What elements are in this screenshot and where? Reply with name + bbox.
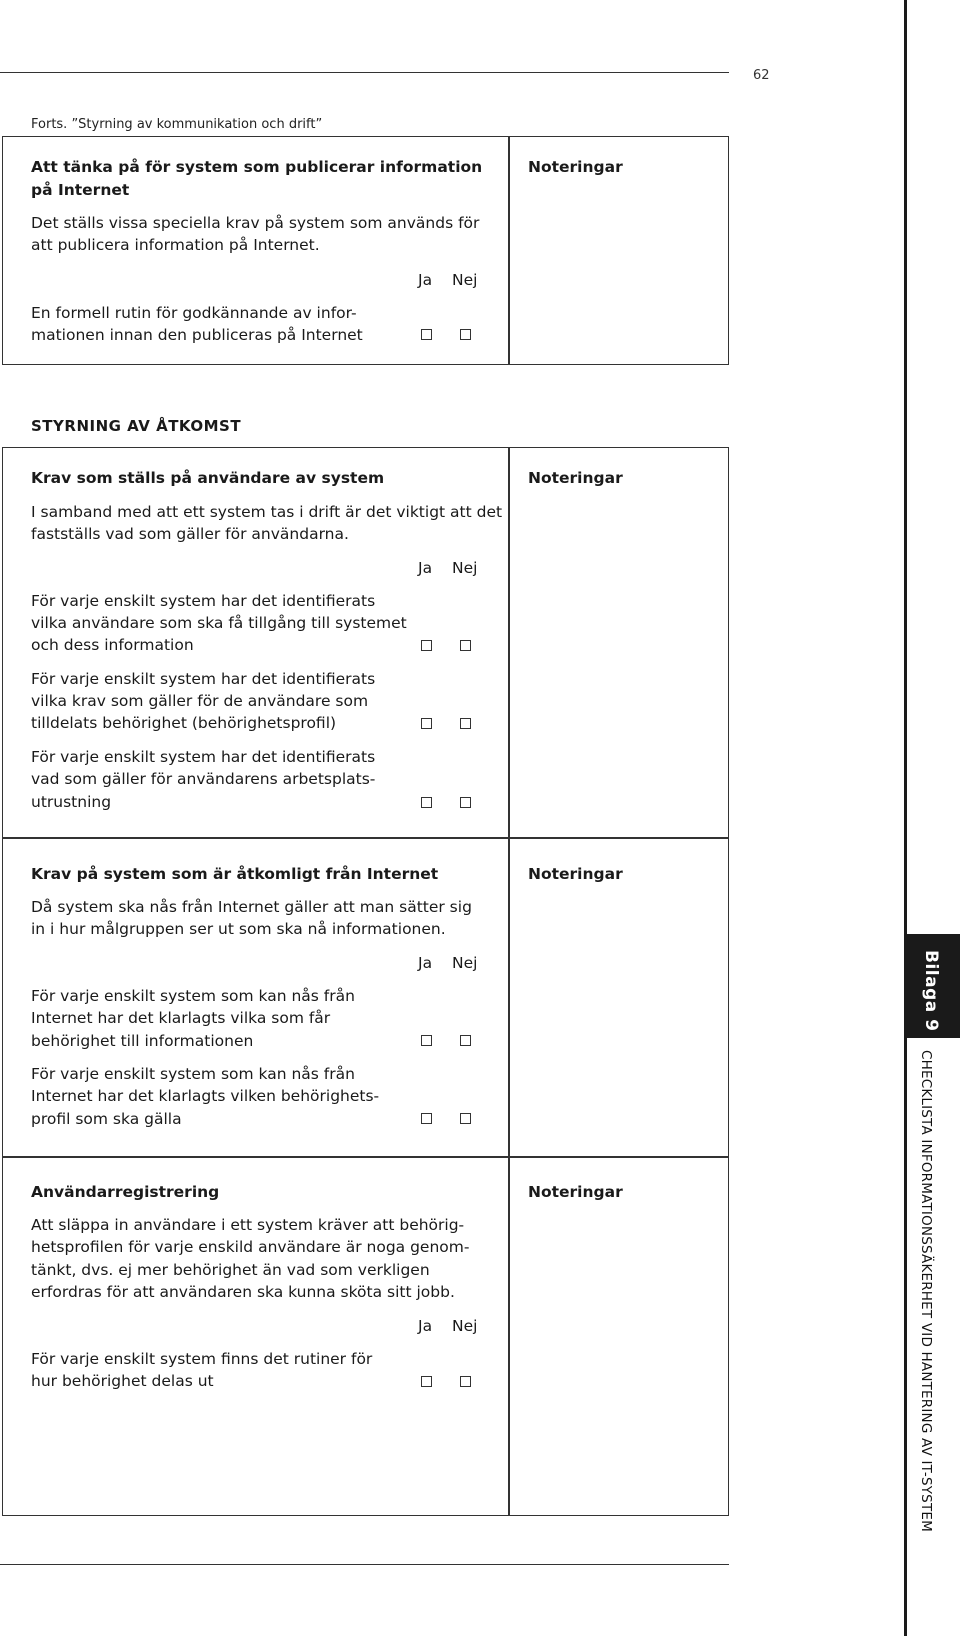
question-text: mationen innan den publiceras på Internet bbox=[31, 326, 363, 344]
box-divider bbox=[508, 1156, 510, 1516]
ja-checkbox[interactable] bbox=[421, 718, 432, 729]
top-rule bbox=[0, 72, 729, 73]
ja-header: Ja bbox=[418, 1317, 433, 1335]
intro-text: Att släppa in användare i ett system kräver att behörig- bbox=[31, 1216, 465, 1234]
box-heading: Att tänka på för system som publicerar information bbox=[31, 158, 483, 176]
question-text: För varje enskilt system har det identifierats bbox=[31, 592, 376, 610]
question-text: tilldelats behörighet (behörighetsprofil) bbox=[31, 714, 337, 732]
question-text: För varje enskilt system som kan nås från bbox=[31, 987, 355, 1005]
question-text: vilka krav som gäller för de användare som bbox=[31, 692, 369, 710]
nej-checkbox[interactable] bbox=[460, 640, 471, 651]
notes-heading: Noteringar bbox=[528, 158, 623, 176]
nej-header: Nej bbox=[452, 271, 478, 289]
ja-checkbox[interactable] bbox=[421, 1113, 432, 1124]
right-margin-bar bbox=[904, 0, 907, 1636]
nej-header: Nej bbox=[452, 954, 478, 972]
intro-text: fastställs vad som gäller för användarna. bbox=[31, 525, 349, 543]
intro-text: hetsprofilen för varje enskild användare är noga genom- bbox=[31, 1238, 470, 1256]
question-text: och dess information bbox=[31, 636, 194, 654]
nej-checkbox[interactable] bbox=[460, 1113, 471, 1124]
question-text: profil som ska gälla bbox=[31, 1110, 182, 1128]
box-heading: Krav på system som är åtkomligt från Internet bbox=[31, 865, 439, 883]
ja-checkbox[interactable] bbox=[421, 797, 432, 808]
section-title: STYRNING AV ÅTKOMST bbox=[31, 417, 242, 435]
nej-checkbox[interactable] bbox=[460, 329, 471, 340]
question-text: För varje enskilt system har det identifierats bbox=[31, 748, 376, 766]
nej-checkbox[interactable] bbox=[460, 1376, 471, 1387]
question-text: För varje enskilt system som kan nås från bbox=[31, 1065, 355, 1083]
ja-checkbox[interactable] bbox=[421, 640, 432, 651]
question-text: utrustning bbox=[31, 793, 112, 811]
question-text: För varje enskilt system finns det rutiner för bbox=[31, 1350, 373, 1368]
nej-checkbox[interactable] bbox=[460, 1035, 471, 1046]
ja-header: Ja bbox=[418, 271, 433, 289]
box-divider bbox=[508, 447, 510, 839]
question-text: Internet har det klarlagts vilken behörighets- bbox=[31, 1087, 380, 1105]
page-number: 62 bbox=[753, 68, 770, 83]
intro-text: Då system ska nås från Internet gäller att man sätter sig bbox=[31, 898, 472, 916]
intro-text: in i hur målgruppen ser ut som ska nå informationen. bbox=[31, 920, 446, 938]
notes-heading: Noteringar bbox=[528, 469, 623, 487]
notes-heading: Noteringar bbox=[528, 1183, 623, 1201]
nej-header: Nej bbox=[452, 1317, 478, 1335]
intro-text: att publicera information på Internet. bbox=[31, 236, 320, 254]
box-divider bbox=[508, 136, 510, 365]
question-text: För varje enskilt system har det identifierats bbox=[31, 670, 376, 688]
intro-text: erfordras för att användaren ska kunna sköta sitt jobb. bbox=[31, 1283, 455, 1301]
nej-checkbox[interactable] bbox=[460, 718, 471, 729]
question-text: vad som gäller för användarens arbetsplats- bbox=[31, 770, 376, 788]
intro-text: tänkt, dvs. ej mer behörighet än vad som verkligen bbox=[31, 1261, 430, 1279]
question-text: Internet har det klarlagts vilka som får bbox=[31, 1009, 331, 1027]
bottom-rule bbox=[0, 1564, 729, 1565]
nej-checkbox[interactable] bbox=[460, 797, 471, 808]
box-heading: på Internet bbox=[31, 181, 130, 199]
intro-text: I samband med att ett system tas i drift är det viktigt att det bbox=[31, 503, 503, 521]
checklist-box-user-registration bbox=[2, 1156, 729, 1516]
ja-checkbox[interactable] bbox=[421, 1376, 432, 1387]
side-title: CHECKLISTA INFORMATIONSSÄKERHET VID HANTERING AV IT-SYSTEM bbox=[918, 1050, 934, 1532]
question-text: hur behörighet delas ut bbox=[31, 1372, 214, 1390]
question-text: behörighet till informationen bbox=[31, 1032, 254, 1050]
box-heading: Krav som ställs på användare av system bbox=[31, 469, 385, 487]
ja-checkbox[interactable] bbox=[421, 329, 432, 340]
notes-heading: Noteringar bbox=[528, 865, 623, 883]
intro-text: Det ställs vissa speciella krav på system som används för bbox=[31, 214, 480, 232]
box-heading: Användarregistrering bbox=[31, 1183, 220, 1201]
nej-header: Nej bbox=[452, 559, 478, 577]
question-text: En formell rutin för godkännande av infor- bbox=[31, 304, 357, 322]
appendix-tab-label: Bilaga 9 bbox=[921, 950, 941, 1032]
question-text: vilka användare som ska få tillgång till systemet bbox=[31, 614, 407, 632]
box-divider bbox=[508, 837, 510, 1158]
continued-label: Forts. ”Styrning av kommunikation och drift” bbox=[31, 117, 323, 132]
ja-header: Ja bbox=[418, 559, 433, 577]
ja-header: Ja bbox=[418, 954, 433, 972]
ja-checkbox[interactable] bbox=[421, 1035, 432, 1046]
